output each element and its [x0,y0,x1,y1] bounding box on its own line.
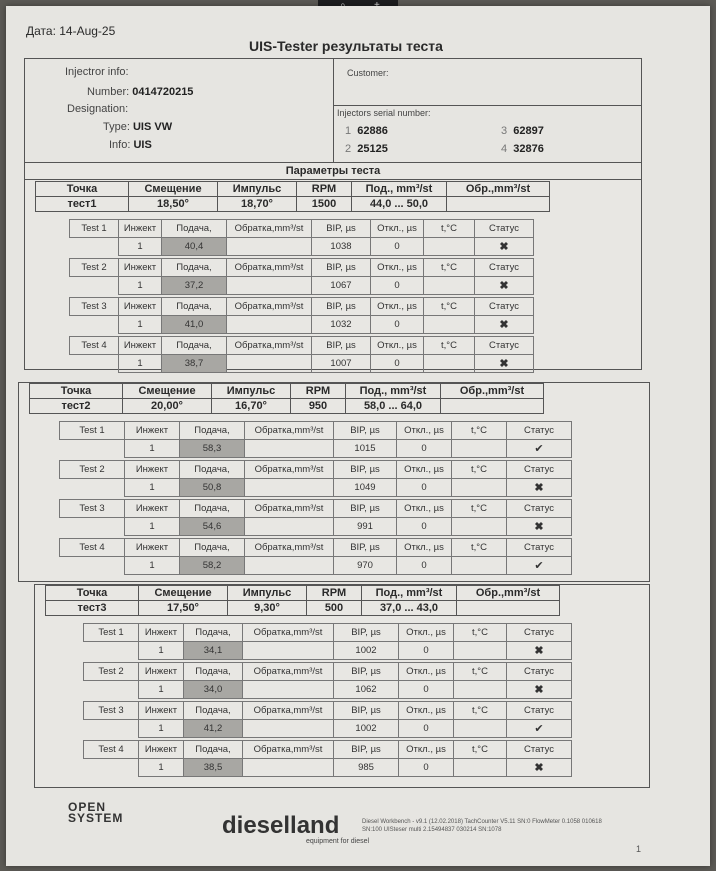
report-title: UIS-Tester результаты теста [249,38,443,54]
test-result-table [83,740,572,777]
test-result-table [59,499,572,536]
test-temp [454,759,507,777]
test-ret [245,479,334,497]
test-temp [452,479,507,497]
sub-column-header: Инжект [119,220,162,238]
serial-index: 3 [501,125,508,137]
sub-column-header: Откл., µs [399,663,454,681]
spacer [70,355,119,373]
injector-info-label: Injectror info: [65,66,129,78]
spacer [70,316,119,334]
software-version-note: Diesel Workbench - v9.1 (12.02.2018) TachCounter V5.11 SN:0 FlowMeter 0.1058 010618 SN:100 UISteser multi 2.15494837 030214 SN:1078 [362,819,602,833]
test-name: Test 3 [84,702,139,720]
test-result-table [59,538,572,575]
test-inj: 1 [125,440,180,458]
check-icon: ✔ [507,440,572,458]
test-bip: 985 [334,759,399,777]
test-bip: 1067 [312,277,371,295]
test-temp [424,277,475,295]
injector-info-box [24,58,642,164]
sub-column-header: Обратка,mm³/st [227,259,312,277]
point-tochka: тест1 [36,197,129,212]
page-number: 1 [636,844,642,854]
test-dev: 0 [371,277,424,295]
test-result-table [69,219,534,256]
test-name: Test 1 [60,422,125,440]
test-bip: 1002 [334,642,399,660]
spacer [84,642,139,660]
sub-column-header: Обратка,mm³/st [227,337,312,355]
test-feed: 41,2 [184,720,243,738]
test-feed: 58,3 [180,440,245,458]
spacer [84,720,139,738]
serial-number: 25125 [357,143,388,155]
sub-column-header: Откл., µs [371,298,424,316]
sub-column-header: Инжект [119,337,162,355]
test-feed: 38,5 [184,759,243,777]
column-header: Обр.,mm³/st [441,384,544,399]
spacer [84,681,139,699]
test-name: Test 4 [84,741,139,759]
test-ret [245,518,334,536]
sub-column-header: Обратка,mm³/st [243,663,334,681]
test-result-table [69,258,534,295]
test-bip: 1049 [334,479,397,497]
point-obr [447,197,550,212]
sub-column-header: t,°C [424,337,475,355]
test-result-table [83,662,572,699]
point-tochka: тест3 [46,601,139,616]
sub-column-header: BIP, µs [334,500,397,518]
cross-icon: ✖ [475,355,534,373]
test-feed: 50,8 [180,479,245,497]
cross-icon: ✖ [507,759,572,777]
sub-column-header: BIP, µs [334,422,397,440]
test-temp [424,238,475,256]
dieselland-logo: dieselland [222,812,340,839]
test-bip: 1032 [312,316,371,334]
sub-column-header: Подача, [184,741,243,759]
test-inj: 1 [119,238,162,256]
spacer [70,238,119,256]
point-obr [457,601,560,616]
sub-column-header: Подача, [162,337,227,355]
point-rpm: 950 [291,399,346,414]
test-temp [452,557,507,575]
column-header: Обр.,mm³/st [457,586,560,601]
test-feed: 38,7 [162,355,227,373]
test-dev: 0 [399,642,454,660]
serial-index: 2 [345,143,352,155]
column-header: RPM [291,384,346,399]
cross-icon: ✖ [507,642,572,660]
test-ret [243,759,334,777]
sub-column-header: Инжект [139,624,184,642]
sub-column-header: Откл., µs [371,220,424,238]
test-dev: 0 [397,518,452,536]
sub-column-header: Подача, [184,663,243,681]
test-feed: 40,4 [162,238,227,256]
report-date: Дата: 14-Aug-25 [26,24,116,38]
test-point-section [34,584,650,788]
test-bip: 991 [334,518,397,536]
test-inj: 1 [119,316,162,334]
sub-column-header: t,°C [452,422,507,440]
number-value: 0414720215 [132,86,194,98]
column-header: Под., mm³/st [346,384,441,399]
sub-column-header: Откл., µs [397,422,452,440]
check-icon: ✔ [507,720,572,738]
spacer [60,557,125,575]
column-header: Точка [36,182,129,197]
test-point-section [18,382,650,582]
sub-column-header: Статус [507,663,572,681]
params-header: Параметры теста [25,163,641,180]
point-tochka: тест2 [30,399,123,414]
sub-column-header: t,°C [424,220,475,238]
sub-column-header: Обратка,mm³/st [245,500,334,518]
test-inj: 1 [119,277,162,295]
test-feed: 34,0 [184,681,243,699]
sub-column-header: t,°C [424,298,475,316]
sub-column-header: Статус [507,461,572,479]
column-header: Под., mm³/st [352,182,447,197]
point-rpm: 500 [307,601,362,616]
point-pod: 58,0 ... 64,0 [346,399,441,414]
serial-number: 62897 [513,125,544,137]
sub-column-header: Статус [475,259,534,277]
sub-column-header: Статус [507,500,572,518]
sub-column-header: t,°C [454,663,507,681]
point-pod: 37,0 ... 43,0 [362,601,457,616]
column-header: Смещение [139,586,228,601]
test-result-table [59,421,572,458]
serial-index: 1 [345,125,352,137]
type-label: Type: [103,121,130,133]
sub-column-header: Статус [475,220,534,238]
point-rpm: 1500 [297,197,352,212]
sub-column-header: t,°C [452,461,507,479]
test-dev: 0 [397,557,452,575]
sub-column-header: Инжект [125,422,180,440]
test-ret [227,355,312,373]
sub-column-header: Подача, [162,220,227,238]
point-impulse: 16,70° [212,399,291,414]
test-temp [454,681,507,699]
sub-column-header: Подача, [180,500,245,518]
test-result-table [83,623,572,660]
sub-column-header: BIP, µs [334,663,399,681]
sub-column-header: Подача, [180,461,245,479]
sub-column-header: Инжект [125,461,180,479]
serial-index: 4 [501,143,508,155]
sub-column-header: BIP, µs [334,741,399,759]
test-point-section [24,162,642,370]
test-ret [243,720,334,738]
spacer [60,479,125,497]
sub-column-header: Инжект [139,702,184,720]
test-dev: 0 [399,681,454,699]
column-header: Под., mm³/st [362,586,457,601]
test-ret [243,681,334,699]
designation-label: Designation: [67,103,129,115]
customer-label: Customer: [347,68,389,78]
sub-column-header: Подача, [184,624,243,642]
sub-column-header: BIP, µs [312,259,371,277]
point-offset: 18,50° [129,197,218,212]
point-pod: 44,0 ... 50,0 [352,197,447,212]
sub-column-header: Статус [507,741,572,759]
test-ret [245,440,334,458]
sub-column-header: Инжект [139,663,184,681]
serial-number: 32876 [513,143,544,155]
check-icon: ✔ [507,557,572,575]
sub-column-header: BIP, µs [312,298,371,316]
document-sheet [6,6,710,866]
sub-column-header: Обратка,mm³/st [227,220,312,238]
column-header: Обр.,mm³/st [447,182,550,197]
sub-column-header: Статус [507,539,572,557]
test-inj: 1 [139,681,184,699]
test-inj: 1 [139,720,184,738]
sub-column-header: Откл., µs [399,624,454,642]
test-temp [452,518,507,536]
type-value: UIS VW [132,121,173,133]
sub-column-header: Инжект [125,500,180,518]
sub-column-header: Статус [475,298,534,316]
spacer [60,518,125,536]
test-point-table [45,585,560,616]
cross-icon: ✖ [507,681,572,699]
serial-number: 62886 [357,125,388,137]
sub-column-header: BIP, µs [312,220,371,238]
sub-column-header: Подача, [162,259,227,277]
test-result-table [69,336,534,373]
sub-column-header: BIP, µs [334,702,399,720]
cross-icon: ✖ [475,316,534,334]
test-feed: 37,2 [162,277,227,295]
open-system-logo [68,802,123,824]
test-dev: 0 [399,720,454,738]
test-name: Test 2 [60,461,125,479]
column-header: Импульс [212,384,291,399]
sub-column-header: Подача, [162,298,227,316]
sub-column-header: Откл., µs [397,539,452,557]
test-result-table [83,701,572,738]
test-bip: 1002 [334,720,399,738]
test-name: Test 4 [70,337,119,355]
sub-column-header: Обратка,mm³/st [243,741,334,759]
spacer [84,759,139,777]
sub-column-header: Откл., µs [371,259,424,277]
test-ret [227,238,312,256]
point-offset: 20,00° [123,399,212,414]
test-dev: 0 [397,440,452,458]
test-bip: 1007 [312,355,371,373]
test-point-table [29,383,544,414]
spacer [70,277,119,295]
test-dev: 0 [371,238,424,256]
column-header: Смещение [123,384,212,399]
sub-column-header: t,°C [454,741,507,759]
sub-column-header: BIP, µs [312,337,371,355]
number-label: Number: [87,86,130,98]
test-bip: 1015 [334,440,397,458]
test-result-table [59,460,572,497]
sub-column-header: Обратка,mm³/st [243,624,334,642]
test-name: Test 1 [84,624,139,642]
column-header: RPM [297,182,352,197]
logo-line-2: SYSTEM [68,811,124,825]
point-impulse: 18,70° [218,197,297,212]
sub-column-header: Подача, [180,422,245,440]
test-feed: 41,0 [162,316,227,334]
sub-column-header: t,°C [454,624,507,642]
sub-column-header: Статус [475,337,534,355]
test-name: Test 2 [70,259,119,277]
test-name: Test 1 [70,220,119,238]
column-header: Точка [30,384,123,399]
sub-column-header: Обратка,mm³/st [245,461,334,479]
test-bip: 1062 [334,681,399,699]
cross-icon: ✖ [475,238,534,256]
test-inj: 1 [119,355,162,373]
test-temp [424,355,475,373]
test-feed: 34,1 [184,642,243,660]
sub-column-header: BIP, µs [334,624,399,642]
test-ret [243,642,334,660]
test-feed: 58,2 [180,557,245,575]
test-temp [454,642,507,660]
spacer [60,440,125,458]
column-header: Смещение [129,182,218,197]
test-ret [227,277,312,295]
serial-label: Injectors serial number: [337,108,431,118]
sub-column-header: Статус [507,422,572,440]
sub-column-header: Подача, [184,702,243,720]
sub-column-header: Обратка,mm³/st [227,298,312,316]
sub-column-header: Инжект [119,298,162,316]
sub-column-header: Откл., µs [397,461,452,479]
test-name: Test 3 [60,500,125,518]
point-obr [441,399,544,414]
sub-column-header: Обратка,mm³/st [243,702,334,720]
sub-column-header: Инжект [139,741,184,759]
test-temp [454,720,507,738]
test-name: Test 2 [84,663,139,681]
sub-column-header: t,°C [452,500,507,518]
point-impulse: 9,30° [228,601,307,616]
test-result-table [69,297,534,334]
sub-column-header: t,°C [452,539,507,557]
point-offset: 17,50° [139,601,228,616]
sub-column-header: Инжект [125,539,180,557]
info-value: UIS [133,139,152,151]
sub-column-header: Откл., µs [399,702,454,720]
test-temp [424,316,475,334]
test-inj: 1 [139,642,184,660]
test-dev: 0 [397,479,452,497]
sub-column-header: BIP, µs [334,461,397,479]
test-dev: 0 [399,759,454,777]
sub-column-header: t,°C [424,259,475,277]
test-inj: 1 [139,759,184,777]
sub-column-header: Инжект [119,259,162,277]
cross-icon: ✖ [475,277,534,295]
info-label: Info: [109,139,131,151]
test-bip: 970 [334,557,397,575]
dieselland-tagline: equipment for diesel [306,838,370,845]
sub-column-header: Подача, [180,539,245,557]
logo-line-1: OPEN [68,800,107,814]
test-dev: 0 [371,355,424,373]
sub-column-header: Откл., µs [399,741,454,759]
test-dev: 0 [371,316,424,334]
test-inj: 1 [125,557,180,575]
column-header: Импульс [218,182,297,197]
test-ret [245,557,334,575]
cross-icon: ✖ [507,479,572,497]
sub-column-header: Статус [507,702,572,720]
test-temp [452,440,507,458]
sub-column-header: Откл., µs [371,337,424,355]
test-inj: 1 [125,479,180,497]
column-header: RPM [307,586,362,601]
sub-column-header: BIP, µs [334,539,397,557]
test-ret [227,316,312,334]
test-feed: 54,6 [180,518,245,536]
column-header: Точка [46,586,139,601]
test-inj: 1 [125,518,180,536]
test-name: Test 4 [60,539,125,557]
test-name: Test 3 [70,298,119,316]
test-point-table [35,181,550,212]
column-header: Импульс [228,586,307,601]
test-bip: 1038 [312,238,371,256]
sub-column-header: Обратка,mm³/st [245,422,334,440]
sub-column-header: Откл., µs [397,500,452,518]
sub-column-header: Статус [507,624,572,642]
sub-column-header: t,°C [454,702,507,720]
cross-icon: ✖ [507,518,572,536]
sub-column-header: Обратка,mm³/st [245,539,334,557]
